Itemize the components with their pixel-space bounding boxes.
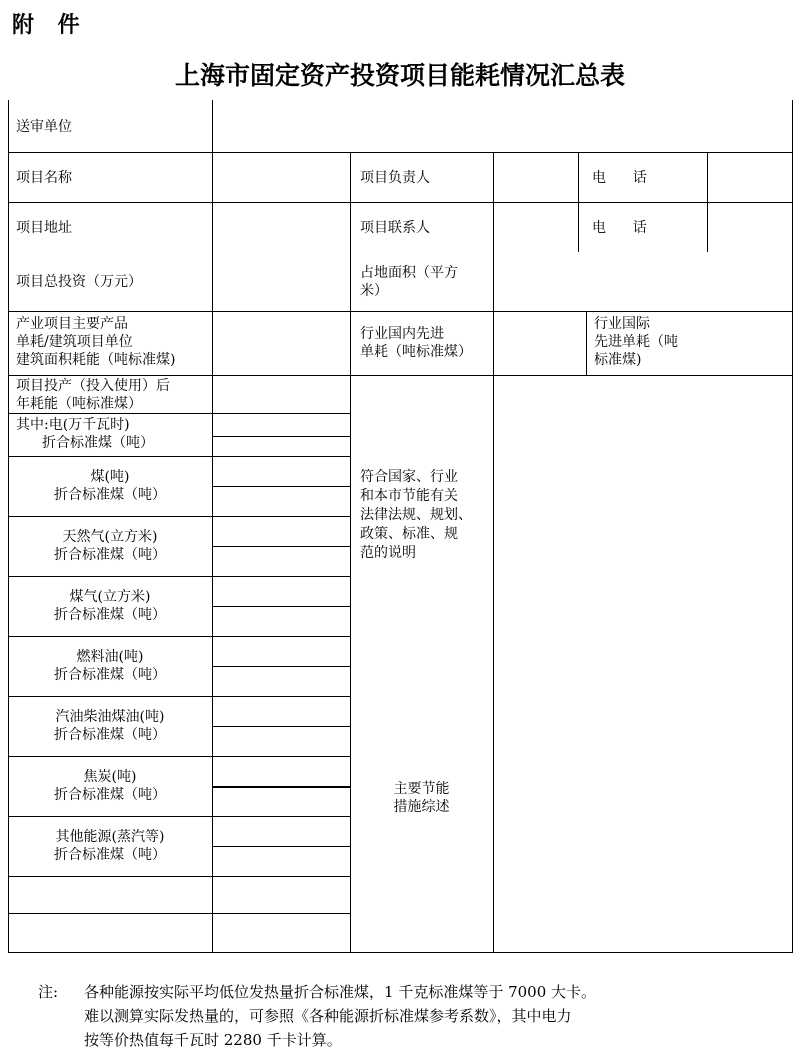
energy-item-town-gas: 煤气(立方米) 折合标准煤（吨）	[54, 589, 166, 623]
table-border-bottom	[8, 952, 793, 953]
value-split-line	[212, 786, 351, 788]
row-divider	[8, 636, 351, 637]
value-split-line	[212, 436, 351, 437]
domestic-advanced-label: 行业国内先进 单耗（吨标准煤）	[360, 326, 472, 360]
project-name-label: 项目名称	[16, 170, 72, 186]
row-divider	[8, 876, 351, 877]
col-divider-3	[493, 152, 494, 952]
value-split-line	[212, 726, 351, 727]
row-divider	[8, 696, 351, 697]
submitting-unit-label: 送审单位	[16, 119, 72, 135]
energy-item-natural-gas: 天然气(立方米) 折合标准煤（吨）	[54, 529, 166, 563]
footnote-prefix: 注:	[38, 983, 59, 1001]
phone-label: 电 话	[592, 170, 647, 186]
col-divider-1	[212, 100, 213, 952]
energy-item-electricity: 其中:电(万千瓦时) 折合标准煤（吨）	[16, 417, 154, 451]
row-divider	[8, 576, 351, 577]
table-border-right	[792, 100, 793, 952]
row-divider	[8, 456, 351, 457]
row-divider	[8, 913, 351, 914]
attachment-label: 附 件	[12, 13, 88, 38]
total-investment-label: 项目总投资（万元）	[16, 274, 142, 290]
energy-item-gasoline-diesel: 汽油柴油煤油(吨) 折合标准煤（吨）	[54, 709, 166, 743]
value-split-line	[212, 546, 351, 547]
row-divider	[8, 202, 793, 203]
energy-item-other: 其他能源(蒸汽等) 折合标准煤（吨）	[54, 829, 166, 863]
row-divider	[8, 413, 351, 414]
page-title: 上海市固定资产投资项目能耗情况汇总表	[174, 61, 625, 90]
row-divider	[8, 816, 351, 817]
footnote-line: 难以测算实际发热量的，可参照《各种能源折标准煤参考系数》，其中电力	[84, 1007, 572, 1025]
row-divider	[8, 375, 793, 376]
value-split-line	[212, 486, 351, 487]
unit-consumption-label: 产业项目主要产品 单耗/建筑项目单位 建筑面积耗能（吨标准煤)	[16, 316, 176, 368]
compliance-note-label: 符合国家、行业 和本市节能有关 法律法规、规划、 政策、标准、规 范的说明	[360, 469, 472, 561]
project-leader-label: 项目负责人	[360, 170, 430, 186]
energy-item-coal: 煤(吨) 折合标准煤（吨）	[54, 469, 166, 503]
row-divider	[8, 152, 793, 153]
footnote	[38, 980, 596, 1052]
land-area-label: 占地面积（平方 米）	[360, 265, 458, 299]
phone-label: 电 话	[592, 220, 647, 236]
row-divider	[8, 756, 351, 757]
row-divider	[8, 311, 793, 312]
col-divider-6	[586, 311, 587, 375]
annual-consumption-label: 项目投产（投入使用）后 年耗能（吨标准煤）	[16, 378, 170, 412]
value-split-line	[212, 666, 351, 667]
intl-advanced-label: 行业国际 先进单耗（吨 标准煤)	[594, 316, 678, 368]
value-split-line	[212, 846, 351, 847]
main-measures-label: 主要节能 措施综述	[393, 781, 450, 815]
col-divider-2	[350, 152, 351, 952]
row-divider	[8, 516, 351, 517]
table-border-left	[8, 100, 9, 952]
project-contact-label: 项目联系人	[360, 220, 430, 236]
project-address-label: 项目地址	[16, 220, 72, 236]
footnote-line: 各种能源按实际平均低位发热量折合标准煤，1 千克标准煤等于 7000 大卡。	[84, 983, 597, 1001]
energy-item-coke: 焦炭(吨) 折合标准煤（吨）	[54, 769, 166, 803]
value-split-line	[212, 606, 351, 607]
energy-item-fuel-oil: 燃料油(吨) 折合标准煤（吨）	[54, 649, 166, 683]
footnote-line: 按等价热值每千瓦时 2280 千卡计算。	[84, 1031, 342, 1049]
